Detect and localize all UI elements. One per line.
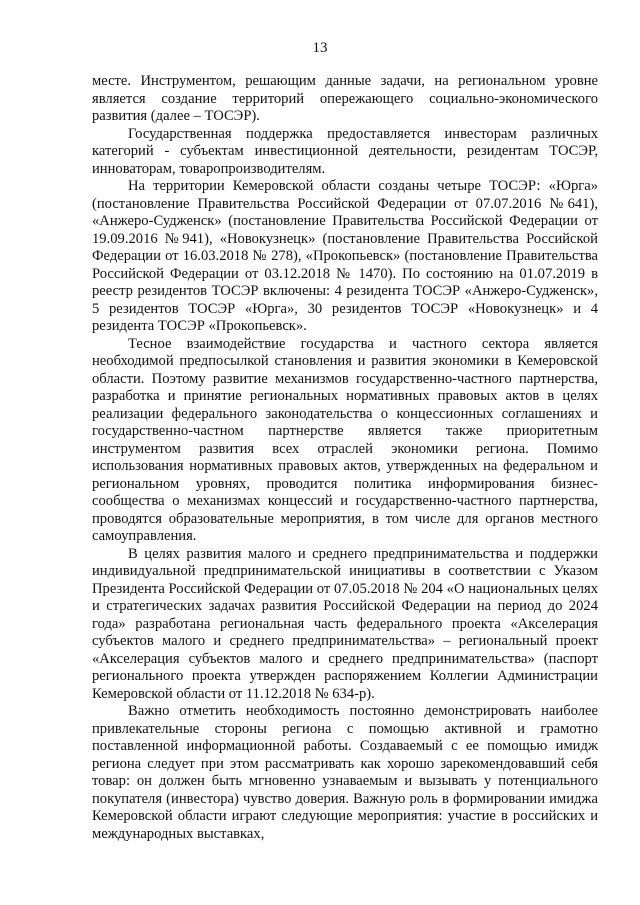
paragraph-5: В целях развития малого и среднего предпринимательства и поддержки индивидуальной предпринимательской инициативы в соответствии с Указом Президента Российской Федерации от 07.05.2018 № 204 «О национальных целях и стратегических задачах развития Российской Федерации на период до 2024 года» разработана региональная часть федерального проекта «Акселерация субъектов малого и среднего предпринимательства» – региональный проект «Акселерация субъектов малого и среднего предпринимательства» (паспорт регионального проекта утвержден распоряжением Коллегии Администрации Кемеровской области от 11.12.2018 № 634-р). — [92, 545, 598, 702]
page-number: 13 — [312, 40, 328, 56]
paragraph-4: Тесное взаимодействие государства и частного сектора является необходимой предпосылкой становления и развития экономики в Кемеровской области. Поэтому развитие механизмов государственно-частного партнерства, разработка и принятие региональных нормативных правовых актов в целях реализации федерального законодательства о концессионных соглашениях и государственно-частном партнерстве является также приоритетным инструментом развития всех отраслей экономики региона. Помимо использования нормативных правовых актов, утвержденных на федеральном и региональном уровнях, проводится политика информирования бизнес-сообщества о механизмах концессий и государственно-частного партнерства, проводятся образовательные мероприятия, в том числе для органов местного самоуправления. — [92, 335, 598, 544]
paragraph-1: месте. Инструментом, решающим данные задачи, на региональном уровне является создание территорий опережающего социально-экономического развития (далее – ТОСЭР). — [92, 73, 598, 124]
body-text — [92, 73, 598, 843]
paragraph-3: На территории Кемеровской области созданы четыре ТОСЭР: «Юрга» (постановление Правительства Российской Федерации от 07.07.2016 №641), «Анжеро-Судженск» (постановление Правительства Российской Федерации от 19.09.2016 №941), «Новокузнецк» (постановление Правительства Российской Федерации от 16.03.2018 № 278), «Прокопьевск» (постановление Правительства Российской Федерации от 03.12.2018 № 1470). По состоянию на 01.07.2019 в реестр резидентов ТОСЭР включены: 4 резидента ТОСЭР «Анжеро-Судженск», 5 резидентов ТОСЭР «Юрга», 30 резидентов ТОСЭР «Новокузнецк» и 4 резидента ТОСЭР «Прокопьевск». — [92, 178, 598, 334]
paragraph-2: Государственная поддержка предоставляется инвесторам различных категорий - субъектам инвестиционной деятельности, резидентам ТОСЭР, инноваторам, товаропроизводителям. — [92, 125, 598, 177]
paragraph-6: Важно отметить необходимость постоянно демонстрировать наиболее привлекательные стороны региона с помощью активной и грамотно поставленной информационной работы. Создаваемый с ее помощью имидж региона следует при этом рассматривать как хорошо зарекомендовавший себя товар: он должен быть мгновенно узнаваемым и вызывать у потенциального покупателя (инвестора) чувство доверия. Важную роль в формировании имиджа Кемеровской области играют следующие мероприятия: участие в российских и международных выставках, — [92, 703, 598, 842]
